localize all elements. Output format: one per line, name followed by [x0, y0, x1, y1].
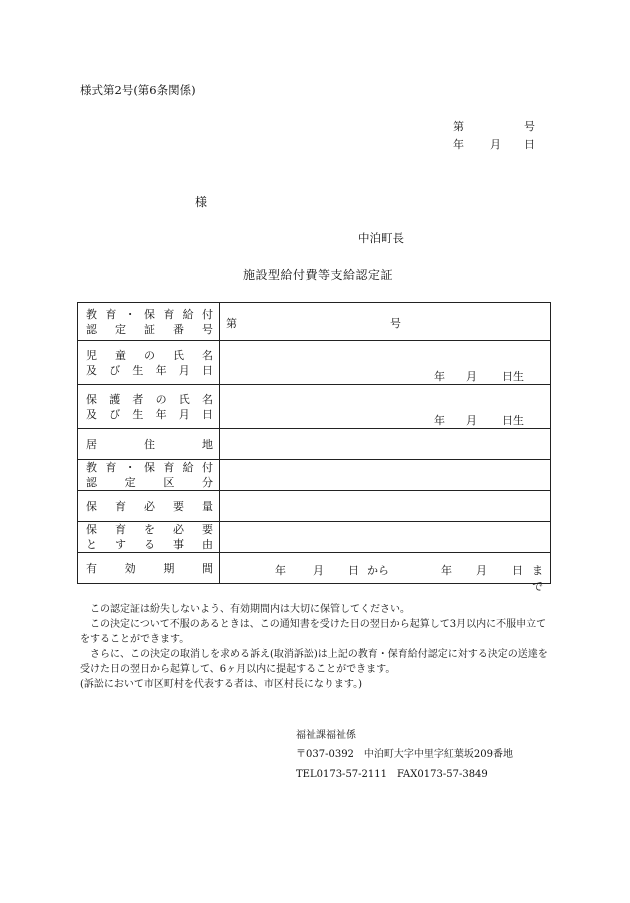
guardian-birth-month: 月: [466, 414, 477, 427]
certificate-number-suffix: 号: [390, 317, 401, 330]
label-char: 号: [202, 322, 213, 336]
label-char: び: [109, 407, 121, 421]
reference-number-prefix: 第: [453, 120, 464, 133]
label-char: 付: [201, 307, 213, 321]
label-char: 量: [202, 499, 213, 513]
childcare-amount-label: [78, 491, 220, 522]
certificate-table: [77, 302, 551, 593]
label-char: 付: [201, 461, 213, 474]
validity-period-label: [78, 553, 220, 584]
label-char: 護: [109, 392, 121, 406]
certification-category-label: [78, 460, 220, 491]
note-paragraph: この決定について不服のあるときは、この通知書を受けた日の翌日から起算して3月以内に不服申立てをすることができます。: [80, 619, 547, 645]
label-char: 間: [201, 561, 213, 575]
label-char: 必: [173, 523, 184, 536]
department-name: 福祉課福祉係: [296, 730, 356, 741]
to-word: まで: [532, 564, 543, 593]
label-char: 認: [86, 322, 97, 336]
note-paragraph: さらに、この決定の取消しを求める訴え(取消訴訟)は上記の教育・保育給付認定に対する決定の送達を受けた日の翌日から起算して、6ヶ月以内に提起することができます。: [80, 649, 548, 675]
label-char: 番: [173, 322, 184, 336]
table-row: [78, 553, 551, 584]
label-char: 年: [155, 363, 167, 377]
label-char: 効: [124, 561, 136, 575]
table-row: [78, 303, 551, 341]
label-char: の: [155, 392, 167, 406]
label-char: る: [144, 538, 155, 551]
label-char: 者: [132, 392, 144, 406]
label-char: 給: [182, 307, 194, 321]
label-text: [86, 522, 213, 537]
label-text: [86, 537, 213, 552]
guardian-name-birthdate-field[interactable]: [220, 385, 551, 429]
label-char: ・: [124, 307, 136, 321]
note-paragraph: この認定証は紛失しないよう、有効期間内は大切に保管してください。: [80, 604, 410, 615]
label-char: 日: [201, 363, 213, 377]
label-char: 名: [201, 392, 213, 406]
child-birth-day: 日生: [502, 370, 524, 383]
label-char: 保: [86, 523, 97, 536]
label-char: 保: [143, 461, 155, 474]
label-char: 童: [115, 348, 126, 362]
label-text: [86, 460, 213, 475]
department-address: 〒037-0392 中泊町大字中里字紅葉坂209番地: [296, 749, 514, 760]
label-char: 氏: [173, 348, 184, 362]
label-char: 育: [105, 307, 117, 321]
label-text: [86, 348, 213, 363]
label-char: 期: [163, 561, 175, 575]
recipient-honorific: 様: [195, 195, 208, 209]
label-char: 名: [202, 348, 213, 362]
label-char: 教: [86, 461, 97, 474]
label-char: 育: [163, 307, 175, 321]
guardian-name-label: [78, 385, 220, 429]
label-char: 定: [115, 322, 126, 336]
child-birth-year: 年: [434, 370, 445, 383]
notes-section: [80, 602, 555, 692]
from-word: から: [367, 564, 389, 577]
label-char: 保: [143, 307, 155, 321]
label-char: 有: [86, 561, 97, 575]
label-char: 育: [105, 461, 117, 474]
table-row: [78, 341, 551, 385]
certificate-number-field[interactable]: [220, 303, 551, 341]
label-text: [86, 561, 213, 576]
table-row: [78, 385, 551, 429]
department-phone-fax: TEL0173-57-2111 FAX0173-57-3849: [296, 769, 488, 780]
from-year: 年: [275, 564, 286, 577]
certificate-number-prefix: 第: [226, 317, 237, 330]
label-char: 区: [163, 476, 175, 489]
guardian-birth-year: 年: [434, 414, 445, 427]
label-text: [86, 407, 213, 422]
label-char: を: [144, 523, 155, 536]
child-birth-month: 月: [466, 370, 477, 383]
label-char: 要: [202, 523, 213, 536]
label-char: 認: [86, 476, 97, 489]
label-char: 必: [144, 499, 155, 513]
label-text: [86, 499, 213, 514]
label-char: 育: [115, 523, 126, 536]
label-char: 月: [178, 407, 190, 421]
label-text: [86, 437, 213, 452]
certification-category-field[interactable]: [220, 460, 551, 491]
certificate-number-label: [78, 303, 220, 341]
issue-date-year: 年: [453, 138, 464, 151]
table-row: [78, 491, 551, 522]
reference-number-suffix: 号: [524, 120, 535, 133]
label-text: [86, 392, 213, 407]
label-char: 生: [132, 407, 144, 421]
label-char: 分: [201, 476, 213, 489]
to-month: 月: [476, 564, 487, 577]
from-day: 日: [348, 564, 359, 577]
from-month: 月: [313, 564, 324, 577]
label-char: の: [144, 348, 155, 362]
childcare-amount-field[interactable]: [220, 491, 551, 522]
label-text: [86, 363, 213, 378]
label-char: 児: [86, 348, 97, 362]
table-row: [78, 429, 551, 460]
label-char: 地: [202, 437, 213, 451]
label-char: 月: [178, 363, 190, 377]
table-row: [78, 460, 551, 491]
child-name-birthdate-field[interactable]: [220, 341, 551, 385]
to-year: 年: [441, 564, 452, 577]
to-day: 日: [512, 564, 523, 577]
validity-period-field[interactable]: [220, 553, 551, 593]
label-char: 住: [144, 437, 155, 451]
issue-date-day: 日: [524, 138, 535, 151]
guardian-birth-day: 日生: [502, 414, 524, 427]
label-char: と: [86, 538, 97, 551]
childcare-reason-field[interactable]: [220, 522, 551, 553]
label-char: 給: [182, 461, 194, 474]
label-char: 居: [86, 437, 97, 451]
label-char: 事: [173, 538, 184, 551]
label-char: 育: [115, 499, 126, 513]
note-paragraph: (訴訟において市区町村を代表する者は、市区村長になります。): [80, 679, 363, 690]
label-char: 保: [86, 392, 97, 406]
label-char: び: [109, 363, 121, 377]
label-char: 育: [163, 461, 175, 474]
label-char: 氏: [178, 392, 190, 406]
label-char: 及: [86, 407, 97, 421]
label-char: 日: [201, 407, 213, 421]
label-char: す: [115, 538, 126, 551]
label-text: [86, 322, 213, 337]
label-char: 及: [86, 363, 97, 377]
label-char: 要: [173, 499, 184, 513]
table-row: [78, 522, 551, 553]
label-char: 由: [202, 538, 213, 551]
issue-date-month: 月: [490, 138, 501, 151]
label-char: 定: [124, 476, 136, 489]
childcare-reason-label: [78, 522, 220, 553]
address-field[interactable]: [220, 429, 551, 460]
label-char: ・: [124, 461, 136, 474]
document-title: 施設型給付費等支給認定証: [243, 268, 394, 282]
issuer-name: 中泊町長: [358, 231, 404, 245]
label-char: 保: [86, 499, 97, 513]
form-number: 様式第2号(第6条関係): [80, 83, 196, 97]
label-char: 年: [155, 407, 167, 421]
label-char: 教: [86, 307, 97, 321]
child-name-label: [78, 341, 220, 385]
label-text: [86, 475, 213, 490]
label-char: 生: [132, 363, 144, 377]
address-label: [78, 429, 220, 460]
label-text: [86, 307, 213, 322]
label-char: 証: [144, 322, 155, 336]
